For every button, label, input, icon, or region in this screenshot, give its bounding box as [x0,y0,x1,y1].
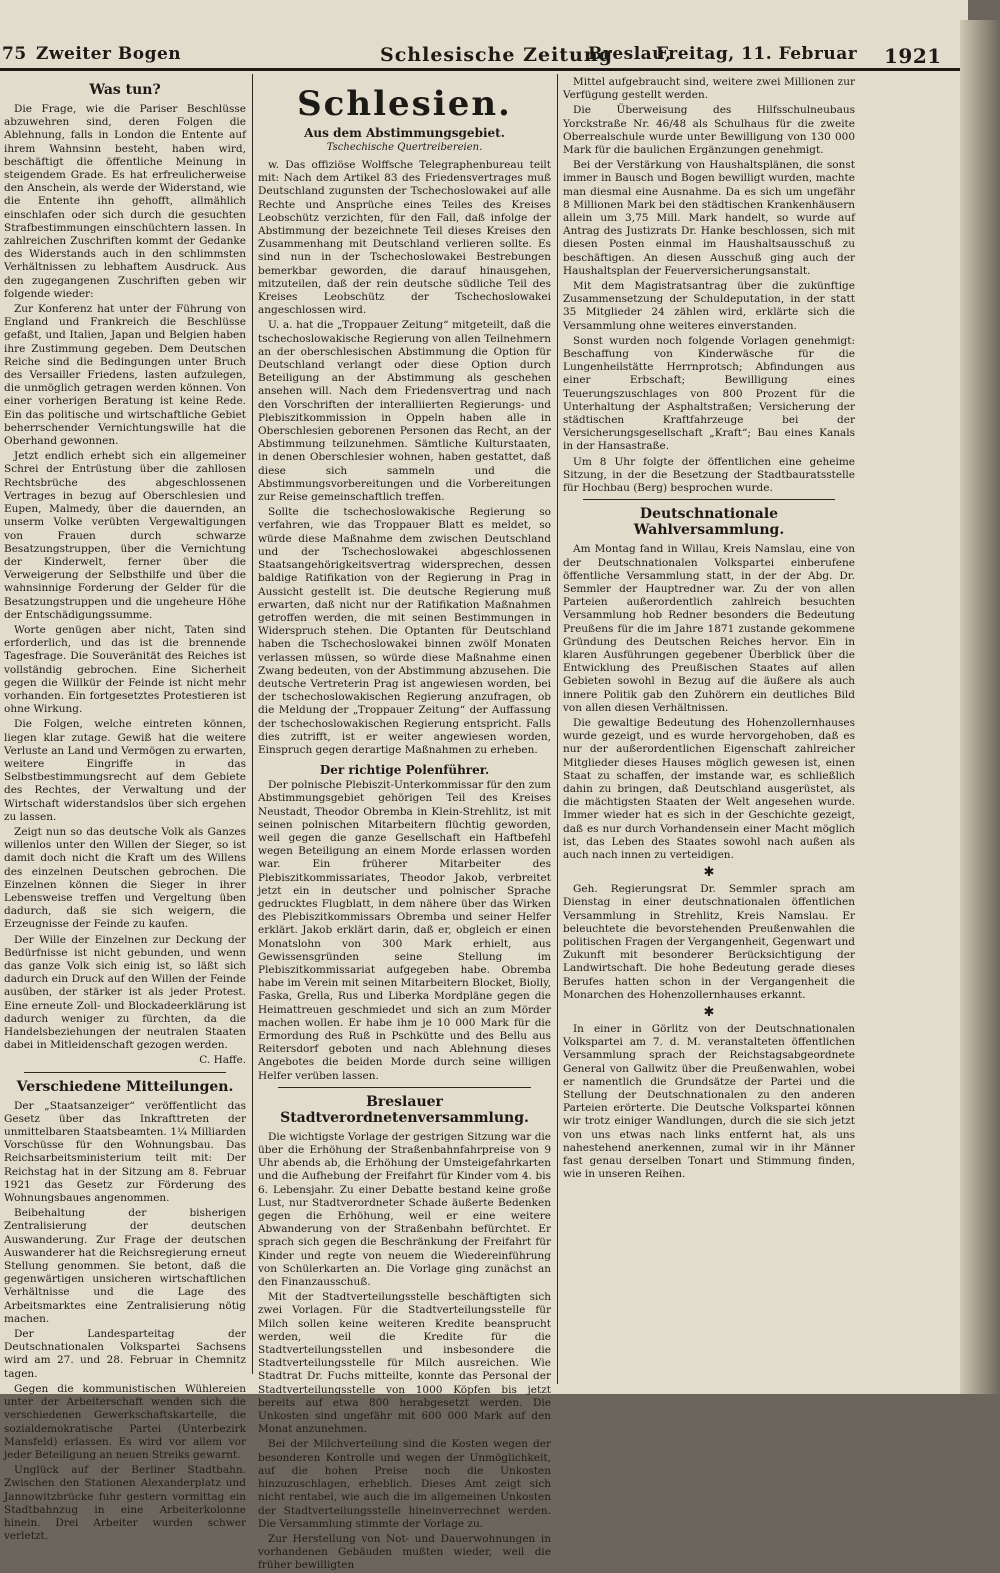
paragraph: Unglück auf der Berliner Stadtbahn. Zwischen den Stationen Alexanderplatz und Jannowitzbrücke fuhr gestern vormittag ein Stadtbahnzug in eine Arbeiterkolonne hinein. Drei Arbeiter wurden schwer verletzt. [4,1464,246,1543]
newspaper-title: Schlesische Zeitung [380,44,613,66]
paragraph: Zeigt nun so das deutsche Volk als Ganzes willenlos unter den Willen der Sieger, so ist damit doch nicht die Kraft um des Willens des einzelnen Deutschen gebrochen. Die Einzelnen können die Sieger in ihrer Lebensweise treffen und Vergeltung üben dadurch, daß sie sich weigern, die Erzeugnisse der Feinde zu kaufen. [4,825,246,931]
article-headline-was-tun: Was tun? [89,82,161,98]
article-headline-wahlversammlung: Deutschnationale Wahlversammlung. [633,506,785,539]
paragraph: Die gewaltige Bedeutung des Hohenzollernhauses wurde gezeigt, und es wurde hervorgehoben, daß es nur der außerordentlichen Eigenschaft zahlreicher Mitglieder dieses Hauses möglich gewesen ist, einen Staat zu schaffen, der imstande war, es schließlich dahin zu bringen, daß Deutschland ausgerüstet, als die mächtigsten Staaten der Welt angesehen wurde. Immer wieder hat es sich in der Geschichte gezeigt, daß es nur durch Vorhandensein einer Macht möglich ist, das Leben des Staates sowohl nach außen als auch nach innen zu verteidigen. [563,716,855,861]
section-headline-schlesien: Schlesien. [297,84,512,124]
paragraph: Beibehaltung der bisherigen Zentralisierung der deutschen Auswanderung. Zur Frage der deutschen Auswanderer hat die Reichsregierung erneut Stellung genommen. Sie betont, daß die gegenwärtigen unsicheren wirtschaftlichen Verhältnisse und die Lage des Arbeitsmarktes eine Zentralisierung nötig machen. [4,1207,246,1325]
masthead-date: Freitag, 11. Februar [656,44,858,64]
asterisk-separator: ✱ [703,865,715,881]
paragraph: Die wichtigste Vorlage der gestrigen Sitzung war die über die Erhöhung der Straßenbahnfahrpreise von 9 Uhr abends ab, die Erhöhung der Umsteigefahrkarten und die Aufhebung der Freifahrt für Kinder vom 4. bis 6. Lebensjahr. Zu einer Debatte bestand keine große Lust, nur Stadtverordneter Schade äußerte Bedenken gegen die Erhöhung, weil er eine weitere Abwanderung von der Straßenbahn befürchtet. Er sprach sich gegen die Beschränkung der Freifahrt für Kinder und regte von neuem die Wiedereinführung von Schülerkarten an. Die Vorlage ging zunächst an den Finanzausschuß. [258,1130,551,1289]
paragraph: Sonst wurden noch folgende Vorlagen genehmigt: Beschaffung von Kinderwäsche für die Lungenheilstätte Herrnprotsch; Abfindungen aus einer Erbschaft; Bewilligung eines Teuerungszuschlages von 800 Prozent für die Unterhaltung der Asphaltstraßen; Versicherung der städtischen Kraftfahrzeuge bei der Versicherungsgesellschaft „Kraft“; Bau eines Kanals in der Hansastraße. [563,334,855,453]
column-divider [252,74,253,1374]
paragraph: Mit dem Magistratsantrag über die zukünftige Zusammensetzung der Schuldeputation, in der statt 35 Mitglieder 24 zählen wird, erklärte sich die Versammlung ohne weiteres einverstanden. [563,280,855,332]
masthead-rule [0,68,964,71]
paragraph: Die Folgen, welche eintreten können, liegen klar zutage. Gewiß hat die weitere Verluste an Land und Vermögen zu erwarten, weitere Eingriffe in das Selbstbestimmungsrecht auf dem Gebiete des Rechtes, der Verwaltung und der Wirtschaft widerstandslos über sich ergehen zu lassen. [4,718,246,823]
paragraph: Am Montag fand in Willau, Kreis Namslau, eine von der Deutschnationalen Volkspartei einberufene öffentliche Versammlung statt, in der der Abg. Dr. Semmler der Hauptredner war. Zu der von allen Parteien außerordentlich zahlreich besuchten Versammlung hob Redner besonders die Bedeutung Preußens für die im Jahre 1871 zustande gekommene Gründung des Deutschen Reiches hervor. Ein in klaren Ausführungen gegebener Überblick über die Entwicklung des Preußischen Staates auf allen Gebieten sowohl in Bezug auf die äußere als auch innere Politik gab den Zuhörern ein deutliches Bild von allen diesen Verhältnissen. [563,543,855,714]
column-3 [563,76,855,1388]
article-headline-mitteilungen: Verschiedene Mitteilungen. [16,1078,234,1095]
paragraph: Gegen die kommunistischen Wühlereien unter der Arbeiterschaft wenden sich die verschiedenen Gewerkschaftskartelle, die sozialdemokratische Partei (Unterbezirk Mansfeld) erlassen. Es wird vor allem vor jeder Beteiligung an neuen Streiks gewarnt. [4,1382,246,1461]
paragraph: In einer in Görlitz von der Deutschnationalen Volkspartei am 7. d. M. veranstalteten öffentlichen Versammlung sprach der Reichstagsabgeordnete General von Gallwitz über die Preußenwahlen, wobei er namentlich die Grundsätze der Partei und die Stellung der Deutschnationalen zu den anderen Parteien erörterte. Die Deutsche Volkspartei können wir trotz einiger Wandlungen, durch die sie sich jetzt von uns etwas nach links entfernt hat, als uns nahestehend anerkennen, zumal wir in ihr Männer fast genau derselben Tonart und Stimmung finden, wie in unseren Reihen. [563,1023,855,1181]
paragraph: Geh. Regierungsrat Dr. Semmler sprach am Dienstag in einer deutschnationalen öffentlichen Versammlung in Strehlitz, Kreis Namslau. Er beleuchtete die bevorstehenden Preußenwahlen die politischen Fragen der Vergangenheit, Gegenwart und Zukunft mit besonderer Berücksichtigung der Landwirtschaft. Die hohe Bedeutung gerade dieses Berufes hatten schon in der Vergangenheit die Monarchen des Hohenzollernhauses erkannt. [563,883,855,1001]
asterisk-separator: ✱ [703,1005,715,1020]
paragraph: Zur Herstellung von Not- und Dauerwohnungen in vorhandenen Gebäuden mußten wieder, weil die früher bewilligten [258,1532,551,1572]
paragraph: Der „Staatsanzeiger“ veröffentlicht das Gesetz über das Inkrafttreten der unmittelbaren Staatsbeamten. 1¼ Milliarden Vorschüsse für den Wohnungsbau. Das Reichsarbeitsministerium teilt mit: Der Reichstag hat in der Sitzung am 8. Februar 1921 das Gesetz zur Förderung des Wohnungsbaues angenommen. [4,1099,246,1205]
paragraph: Der Landesparteitag der Deutschnationalen Volkspartei Sachsens wird am 27. und 28. Februar in Chemnitz tagen. [4,1328,246,1380]
column-2 [258,76,551,1572]
paragraph: Die Frage, wie die Pariser Beschlüsse abzuwehren sind, deren Folgen die Ablehnung, falls in London die Entente auf ihrem Wahnsinn besteht, haben wird, beschäftigt die öffentliche Meinung in steigendem Grade. Es hat erfreulicherweise den Anschein, als werde der Widerstand, wie die Entente ihn gehofft, allmählich einschlafen oder sich durch die gesuchten Strafbestimmungen einschüchtern lassen. In zahlreichen Zuschriften kommt der Gedanke des Widerstands auch in den schlimmsten Verhältnissen zu lebhaftem Ausdruck. Aus den zugegangenen Zuschriften geben wir folgende wieder: [4,103,246,300]
column-divider [557,74,558,1384]
paragraph: Jetzt endlich erhebt sich ein allgemeiner Schrei der Entrüstung über die zahllosen Rechtsbrüche des abgeschlossenen Vertrages in bezug auf Oberschlesien und Eupen, Malmedy, über die dauernden, an unserm Volke verübten Vergewaltigungen von Frauen durch schwarze Besatzungstruppen, über die Vernichtung der Kinderwelt, ferner über die Verweigerung der Selbsthilfe und über die wahnsinnige Forderung der Gelder für die Besatzungstruppen und die ungeheure Höhe der Entschädigungssumme. [4,450,246,621]
paragraph: Zur Konferenz hat unter der Führung von England und Frankreich die Beschlüsse gefaßt, und Italien, Japan und Belgien haben ihre Zustimmung gegeben. Dem Deutschen Reiche sind die Bedingungen unter Bruch des Versailler Friedens, lasten aufzulegen, die unmöglich getragen werden können. Von einer vorherigen Beratung ist keine Rede. Ein das politische und wirtschaftliche Gebiet beherrschender Vernichtungswille hat die Oberhand gewonnen. [4,303,246,448]
paragraph: Worte genügen aber nicht, Taten sind erforderlich, und das ist die brennende Tagesfrage. Die Souveränität des Reiches ist vollständig gebrochen. Eine Sicherheit gegen die Willkür der Feinde ist nicht mehr vorhanden. Ein fortgesetztes Protestieren ist ohne Wirkung. [4,623,246,716]
masthead-year: 1921 [884,44,942,68]
article-headline-polenfuehrer: Der richtige Polenführer. [319,763,490,778]
separator-rule [278,1087,531,1088]
paragraph: Mit der Stadtverteilungsstelle beschäftigten sich zwei Vorlagen. Für die Stadtverteilungsstelle für Milch sollen keine weiteren Kredite beansprucht werden, weil die Kredite für die Stadtverteilungsstellen und insbesondere die Stadtverteilungsstelle für Milch ausreichen. Wie Stadtrat Dr. Fuchs mitteilte, konnte das Personal der Stadtverteilungsstelle von 1000 Köpfen bis jetzt bereits auf etwa 800 herabgesetzt werden. Die Unkosten sind ungefähr mit 600 000 Mark auf den Monat anzunehmen. [258,1291,551,1436]
separator-rule [583,499,835,500]
paragraph: w. Das offiziöse Wolffsche Telegraphenbureau teilt mit: Nach dem Artikel 83 des Friedensvertrages muß Deutschland zugunsten der Tschechoslowakei auf alle Rechte und Ansprüche eines Teiles des Kreises Leobschütz verzichten, für den Fall, daß infolge der Abstimmung der bezeichnete Teil dieses Kreises den Zusammenhang mit Deutschland verlieren sollte. Es sind nun in der Tschechoslowakei Bestrebungen bemerkbar geworden, die darauf hinausgehen, mitzuteilen, daß der rein deutsche südliche Teil des Kreises Leobschütz der Tschechoslowakei angeschlossen wird. [258,159,551,317]
section-label: Zweiter Bogen [36,44,182,64]
masthead-place: Breslau, [588,44,672,64]
paragraph: Mittel aufgebraucht sind, weitere zwei Millionen zur Verfügung gestellt werden. [563,76,855,102]
sub-subheadline: Tschechische Quertreibereien. [326,142,483,153]
paragraph: Bei der Verstärkung von Haushaltsplänen, die sonst immer in Bausch und Bogen bewilligt wurden, machte man diesmal eine Ausnahme. Da es sich um ungefähr 8 Millionen Mark bei den städtischen Krankenhäusern allein um 3,75 Mill. Mark handelt, so wurde auf Antrag des Justizrats Dr. Hanke beschlossen, sich mit diesen Posten einmal im Haushaltsausschuß zu beschäftigen. An diesen Ausschuß ging auch der Haushaltsplan der Feuerversicherungsanstalt. [563,159,855,277]
column-1 [4,76,246,1543]
paragraph: Der Wille der Einzelnen zur Deckung der Bedürfnisse ist nicht gebunden, und wenn das ganze Volk sich einig ist, so läßt sich dadurch ein Druck auf den Willen der Feinde ausüben, der stärker ist als jeder Protest. Eine erneute Zoll- und Blockadeerklärung ist dadurch weniger zu fürchten, da die Handelsbeziehungen der neutralen Staaten dabei in Mitleidenschaft gezogen werden. [4,933,246,1052]
paragraph: Der polnische Plebiszit-Unterkommissar für den zum Abstimmungsgebiet gehörigen Teil des Kreises Neustadt, Theodor Obremba in Klein-Strehlitz, ist mit seinen polnischen Mitarbeitern flüchtig geworden, weil gegen die ganze Gesellschaft ein Haftbefehl wegen Beteiligung an einem Morde erlassen worden war. Ein früherer Mitarbeiter des Plebiszitkommissariates, Theodor Jakob, verbreitet jetzt ein in deutscher und polnischer Sprache gedrucktes Flugblatt, in dem nähere über das Wirken des Plebiszitkommissars Obremba und seiner Helfer erklärt. Jakob erklärt darin, daß er, obgleich er einen Monatslohn von 300 Mark erhielt, aus Gewissensgründen seine Stellung im Plebiszitkommissariat aufgegeben habe. Obremba habe im Verein mit seinen Mitarbeitern Blocket, Biolly, Faska, Grella, Rus und Liberka Mordpläne gegen die Heimattreuen geschmiedet und sich an zum Mörder machen wollen. Er habe ihm je 10 000 Mark für die Ermordung des Ruß in Pschkütte und des Bellu aus Reitersdorf geboten und nach Ablehnung dieses Angebotes die beiden Morde durch seine willigen Helfer verüben lassen. [258,779,551,1082]
paragraph: Bei der Milchverteilung sind die Kosten wegen der besonderen Kontrolle und wegen der Unmöglichkeit, auf die hohen Preise noch die Unkosten hinzuzuschlagen, erheblich. Dieses Amt zeigt sich nicht rentabel, wie auch die im allgemeinen Unkosten der Stadtverteilungsstelle hineinverrechnet werden. Die Versammlung stimmte der Vorlage zu. [258,1438,551,1530]
author-signature: C. Haffe. [199,1054,246,1067]
book-page-edge [960,20,1000,1394]
article-headline-stadtverordneten: Breslauer Stadtverordnetenversammlung. [280,1093,529,1126]
page-number: 75 [2,44,27,64]
separator-rule [24,1072,226,1073]
paragraph: Die Überweisung des Hilfsschulneubaus Yorckstraße Nr. 46/48 als Schulhaus für die zweite Oberrealschule wurde unter Bewilligung von 130 000 Mark für die baulichen Ergänzungen genehmigt. [563,104,855,157]
paragraph: Um 8 Uhr folgte der öffentlichen eine geheime Sitzung, in der die Besetzung der Stadtbauratsstelle für Hochbau (Berg) besprochen wurde. [563,455,855,495]
masthead [0,44,968,68]
subheadline: Aus dem Abstimmungsgebiet. [304,126,505,140]
paragraph: U. a. hat die „Troppauer Zeitung“ mitgeteilt, daß die tschechoslowakische Regierung von allen Teilnehmern an der oberschlesischen Abstimmung die Option für Deutschland verlangt oder diese Option durch Beteiligung an der Abstimmung als geschehen ansehen will. Nach dem Friedensvertrag und nach den Vorschriften der interalliierten Regierungs- und Plebiszitkommission in Oppeln haben alle in Oberschlesien geborenen Personen das Recht, an der Abstimmung teilzunehmen. Sämtliche Kulturstaaten, in denen Oberschlesier wohnen, haben gestattet, daß diese sich sammeln und die Abstimmungsvorbereitungen und die Vorbereitungen zur Reise gemeinschaftlich treffen. [258,319,551,504]
paragraph: Sollte die tschechoslowakische Regierung so verfahren, wie das Troppauer Blatt es meldet, so würde diese Maßnahme dem zwischen Deutschland und der Tschechoslowakei abgeschlossenen Staatsangehörigkeitsvertrag widersprechen, dessen baldige Ratifikation von der Regierung in Prag in Aussicht gestellt ist. Die deutsche Regierung muß erwarten, daß nicht nur der Ratifikation Maßnahmen getroffen werden, die mit seinen Bestimmungen in Widerspruch stehen. Die Optanten für Deutschland haben die Tschechoslowakei binnen zwölf Monaten verlassen müssen, so würde diese Maßnahme einen Zwang bedeuten, von der Abstimmung abzusehen. Die deutsche Vertreterin Prag ist angewiesen worden, bei der tschechoslowakischen Regierung anzufragen, ob die Meldung der „Troppauer Zeitung“ der Auffassung der tschechoslowakischen Regierung entspricht. Falls dies zutrifft, ist er weiter angewiesen worden, Einspruch gegen derartige Maßnahmen zu erheben. [258,506,551,756]
